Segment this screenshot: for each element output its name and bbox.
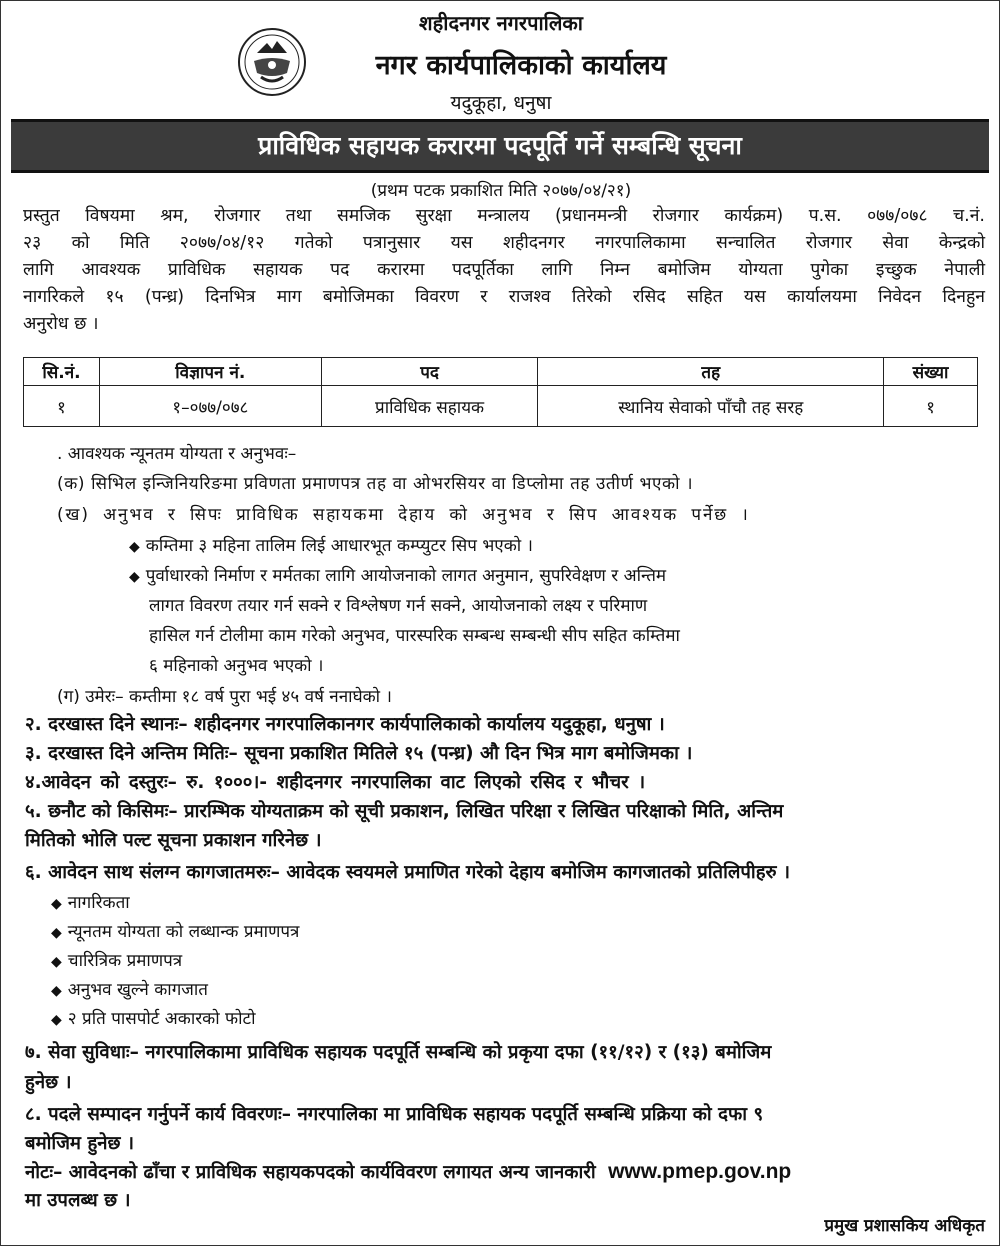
bullet-continuation: ६ महिनाको अनुभव भएको । [149,656,324,676]
doc-text: नागरिकता [67,893,130,913]
diamond-bullet-icon: ◆ [51,954,62,970]
list-item [51,919,299,942]
list-item [51,890,130,913]
intro-line: अनुरोध छ । [23,314,99,334]
col-count: संख्या [884,358,978,386]
col-advert-no: विज्ञापन नं. [99,358,321,386]
website-link[interactable]: www.pmep.gov.np [608,1160,792,1183]
diamond-bullet-icon: ◆ [51,983,62,999]
office-name: नगर कार्यपालिकाको कार्यालय [375,50,667,81]
notice-title-bar [11,119,989,173]
doc-text: २ प्रति पासपोर्ट अकारको फोटो [67,1009,256,1029]
diamond-bullet-icon: ◆ [51,896,62,912]
table-row [24,386,978,427]
note-text: नोटः– आवेदनको ढाँचा र प्राविधिक सहायकपदको कार्यविवरण लगायत अन्य जानकारी [25,1162,596,1183]
list-item [51,948,182,971]
cell-level: स्थानिय सेवाको पाँचौ तह सरह [538,386,884,427]
point-7: ७. सेवा सुविधाः– नगरपालिकामा प्राविधिक सहायक पदपूर्ति सम्बन्धि को प्रकृया दफा (११/१२) र (१३) बमोजिम [25,1042,772,1063]
list-item [129,563,666,586]
note-cont: मा उपलब्ध छ । [25,1190,131,1211]
list-item [51,977,208,1000]
point-4: ४.आवेदन को दस्तुरः– रु. १०००।- शहीदनगर नगरपालिका वाट लिएको रसिद र भौचर । [25,772,646,793]
point-8-cont: बमोजिम हुनेछ । [25,1133,134,1154]
point-3: ३. दरखास्त दिने अन्तिम मितिः– सूचना प्रकाशित मितिले १५ (पन्ध्र) औ दिन भित्र माग बमोजिमका । [25,743,693,764]
bullet-text: पुर्वाधारको निर्माण र मर्मतका लागि आयोजनाको लागत अनुमान, सुपरिवेक्षण र अन्तिम [145,566,667,586]
cell-post: प्राविधिक सहायक [321,386,538,427]
col-serial: सि.नं. [24,358,100,386]
office-location: यदुकूहा, धनुषा [450,92,552,114]
published-date: (प्रथम पटक प्रकाशित मिति २०७७/०४/२१) [370,181,632,201]
diamond-bullet-icon: ◆ [51,1012,62,1028]
diamond-bullet-icon: ◆ [129,569,140,585]
qualification-kha: (ख) अनुभव र सिपः प्राविधिक सहायकमा देहाय को अनुभव र सिप आवश्यक पर्नेछ । [57,505,750,525]
bullet-text: कम्तिमा ३ महिना तालिम लिई आधारभूत कम्प्युटर सिप भएको । [145,536,534,556]
doc-text: चारित्रिक प्रमाणपत्र [67,951,183,971]
qualification-ga: (ग) उमेरः– कम्तीमा १८ वर्ष पुरा भई ४५ वर्ष ननाघेको । [57,687,392,707]
diamond-bullet-icon: ◆ [51,925,62,941]
notice-title: प्राविधिक सहायक करारमा पदपूर्ति गर्ने सम्बन्धि सूचना [258,131,742,160]
intro-paragraph [23,203,985,338]
cell-advert-no: १–०७७/०७८ [99,386,321,427]
intro-line: प्रस्तुत विषयमा श्रम, रोजगार तथा समजिक सुरक्षा मन्त्रालय (प्रधानमन्त्री रोजगार कार्यक्रम) प.स. ०७७/०७८ च.नं. [23,206,985,226]
col-post: पद [321,358,538,386]
point-8: ८. पदले सम्पादन गर्नुपर्ने कार्य विवरणः– नगरपालिका मा प्राविधिक सहायक पदपूर्ति सम्बन्धि प्रक्रिया को दफा ९ [25,1104,764,1125]
letterhead [1,1,1000,119]
intro-line: नागरिकले १५ (पन्ध्र) दिनभित्र माग बमोजिमका विवरण र राजश्व तिरेको रसिद सहित यस कार्यालयमा निवेदन दिनहुन [23,287,985,307]
bullet-continuation: लागत विवरण तयार गर्न सक्ने र विश्लेषण गर्न सक्ने, आयोजनाको लक्ष्य र परिमाण [149,596,648,616]
table-header-row [24,358,978,386]
municipality-name: शहीदनगर नगरपालिका [419,11,583,35]
list-item [51,1006,256,1029]
col-level: तह [538,358,884,386]
qualification-heading: . आवश्यक न्यूनतम योग्यता र अनुभवः– [57,444,297,464]
point-5-cont: मितिको भोलि पल्ट सूचना प्रकाशन गरिनेछ । [25,830,322,851]
intro-line: २३ को मिति २०७७/०४/१२ गतेको पत्रानुसार यस शहीदनगर नगरपालिकामा सन्चालित रोजगार सेवा केन्द्रको [23,233,985,253]
diamond-bullet-icon: ◆ [129,539,140,555]
doc-text: अनुभव खुल्ने कागजात [67,980,208,1000]
cell-count: १ [884,386,978,427]
cell-serial: १ [24,386,100,427]
point-6: ६. आवेदन साथ संलग्न कागजातमरुः– आवेदक स्वयमले प्रमाणित गरेको देहाय बमोजिम कागजातको प्रतिलिपीहरु । [25,862,791,883]
intro-line: लागि आवश्यक प्राविधिक सहायक पद करारमा पदपूर्तिका लागि निम्न बमोजिम योग्यता पुगेका इच्छुक नेपाली [23,260,985,280]
doc-text: न्यूनतम योग्यता को लब्धान्क प्रमाणपत्र [67,922,300,942]
qualification-ka: (क) सिभिल इन्जिनियरिङमा प्रविणता प्रमाणपत्र तह वा ओभरसियर वा डिप्लोमा तह उतीर्ण भएको । [57,474,694,494]
signature-title: प्रमुख प्रशासकिय अधिकृत [824,1216,985,1236]
note [25,1159,791,1184]
list-item [129,533,533,556]
point-7-cont: हुनेछ । [25,1072,72,1093]
point-2: २. दरखास्त दिने स्थानः– शहीदनगर नगरपालिकानगर कार्यपालिकाको कार्यालय यदुकूहा, धनुषा । [25,714,665,735]
point-5: ५. छनौट को किसिमः– प्रारम्भिक योग्यताक्रम को सूची प्रकाशन, लिखित परिक्षा र लिखित परिक्षाको मिति, अन्तिम [25,801,784,822]
bullet-continuation: हासिल गर्न टोलीमा काम गरेको अनुभव, पारस्परिक सम्बन्ध सम्बन्धी सीप सहित कम्तिमा [149,626,680,646]
vacancy-table [23,357,978,427]
